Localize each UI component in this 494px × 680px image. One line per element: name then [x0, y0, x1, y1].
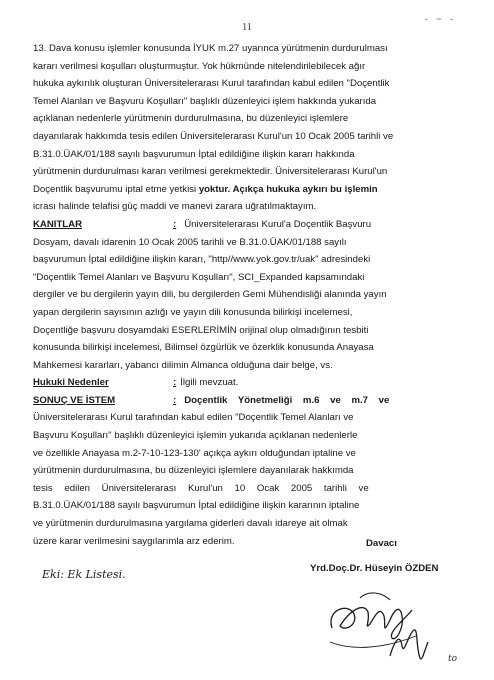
- evidence-label: KANITLAR: [33, 218, 83, 230]
- attachments-note: Eki: Ek Listesi.: [42, 568, 126, 581]
- text-line: hukuka aykırılık oluşturan Üniversitelerarası Kurul tarafından kabul edilen "Doçentlik: [33, 78, 390, 90]
- text-line: başvurumun İptal edildiğine ilişkin kararı, "http//www.yok.gov.tr/uak" adresindeki: [33, 254, 371, 266]
- corner-marks: - ~ -: [424, 14, 456, 24]
- text-line: B.31.0.ÜAK/01/188 sayılı başvurumun İptal edildiğine ilişkin kararı hakkında: [33, 148, 355, 160]
- text-line: icrası halinde telafisi güç maddi ve manevi zarara uğratılmaktayım.: [33, 201, 317, 213]
- text-line: "Doçentlik Temel Alanları ve Başvuru Koşulları", SCI_Expanded kapsamındaki: [33, 271, 365, 283]
- text-line: yapan dergilerin sayısının azlığı ve yayın dili konusunda bilirkişi incelemesi,: [33, 306, 353, 318]
- text-line: B.31.0.ÜAK/01/188 sayılı başvurumun İptal edildiğine ilişkin kararının iptaline: [33, 500, 360, 512]
- text-line: Mahkemesi kararları, yabancı dilimin Almanca olduğuna dair belge, vs.: [33, 359, 333, 371]
- text-line: Başvuru Koşulları" başlıklı düzenleyici işlemin yukarıda açıklanan nedenlerle: [33, 430, 358, 442]
- legal-grounds-label: Hukuki Nedenler: [33, 377, 109, 389]
- conclusion-separator: :: [173, 394, 177, 406]
- evidence-separator: :: [173, 218, 177, 230]
- evidence-section: [33, 216, 463, 374]
- text-line: ve özellikle Anayasa m.2-7-10-123-130' açıkça aykırı olduğundan iptaline ve: [33, 447, 356, 459]
- text-line: konusunda bilirkişi incelemesi, Bilimsel özgürlük ve özerklik konusunda Anayasa: [33, 342, 374, 354]
- text-line: Dosyam, davalı idarenin 10 Ocak 2005 tarihli ve B.31.0.ÜAK/01/188 sayılı: [33, 236, 347, 248]
- text-span: Doçentlik başvurumu iptal etme yetkisi: [33, 183, 199, 195]
- evidence-heading-row: [33, 216, 463, 234]
- text-line: açıklanan nedenlerle yürütmenin durdurulmasına, bu düzenleyici işlemlere: [33, 113, 349, 125]
- legal-grounds-separator: :: [173, 377, 177, 389]
- text-line: Temel Alanları ve Başvuru Koşulları" başlıklı düzenleyici işlem hakkında yukarıda: [33, 95, 377, 107]
- text-line: [33, 181, 463, 199]
- text-line: üzere karar verilmesini saygılarımla arz ederim.: [33, 535, 235, 547]
- plaintiff-label: Davacı: [366, 538, 397, 549]
- bold-text-span: yoktur. Açıkça hukuka aykırı bu işlemin: [198, 183, 378, 195]
- document-body: [33, 40, 463, 550]
- text-span: Doçentlik Yönetmeliği m.6 ve m.7 ve: [184, 394, 390, 406]
- text-line: Üniversitelerarası Kurul tarafından kabul edilen "Doçentlik Temel Alanları ve: [33, 412, 354, 424]
- text-line: 13. Dava konusu işlemler konusunda İYUK m.27 uyarınca yürütmenin durdurulması: [33, 43, 388, 54]
- signatory-name: Yrd.Doç.Dr. Hüseyin ÖZDEN: [310, 563, 439, 574]
- text-line: yürütmenin durdurulmasına, bu düzenleyici işlemlere dayanılarak hakkımda: [33, 465, 354, 477]
- evidence-heading: [33, 216, 173, 234]
- text-span: Üniversitelerarası Kurul'a Doçentlik Başvuru: [184, 218, 372, 230]
- text-line: dayanılarak hakkımda tesis edilen Üniversitelerarası Kurul'un 10 Ocak 2005 tarihli ve: [33, 130, 394, 142]
- initials-mark: [384, 622, 434, 666]
- legal-grounds-row: [33, 374, 463, 392]
- conclusion-heading-row: [33, 392, 463, 410]
- conclusion-section: [33, 392, 463, 550]
- text-line: kararı verilmesi koşulları oluşturmuştur. Yok hükmünde nitelendirilebilecek ağır: [33, 60, 366, 72]
- text-line: yürütmenin durdurulması kararı verilmesi gerekmektedir. Üniversitelerarası Kurul'un: [33, 166, 388, 178]
- text-line: ve yürütmenin durdurulmasına yargılama giderleri davalı idareye ait olmak: [33, 518, 348, 530]
- conclusion-heading: [33, 392, 173, 410]
- legal-grounds-text: İlgili mevzuat.: [180, 377, 239, 389]
- page-number: 11: [242, 22, 252, 33]
- paragraph-13: [33, 40, 463, 216]
- conclusion-label: SONUÇ VE İSTEM: [33, 394, 116, 406]
- page-mark: to: [448, 654, 458, 664]
- text-line: Doçentliğe başvuru dosyamdaki ESERLERİMİN orijinal olup olmadığının tesbiti: [33, 324, 369, 336]
- text-line: dergiler ve bu dergilerin yayın dili, bu dergilerden Gemi Mühendisliği alanında yayın: [33, 289, 387, 301]
- text-line: tesis edilen Üniversitelerarası Kurul'un 10 Ocak 2005 tarihli ve: [33, 482, 369, 494]
